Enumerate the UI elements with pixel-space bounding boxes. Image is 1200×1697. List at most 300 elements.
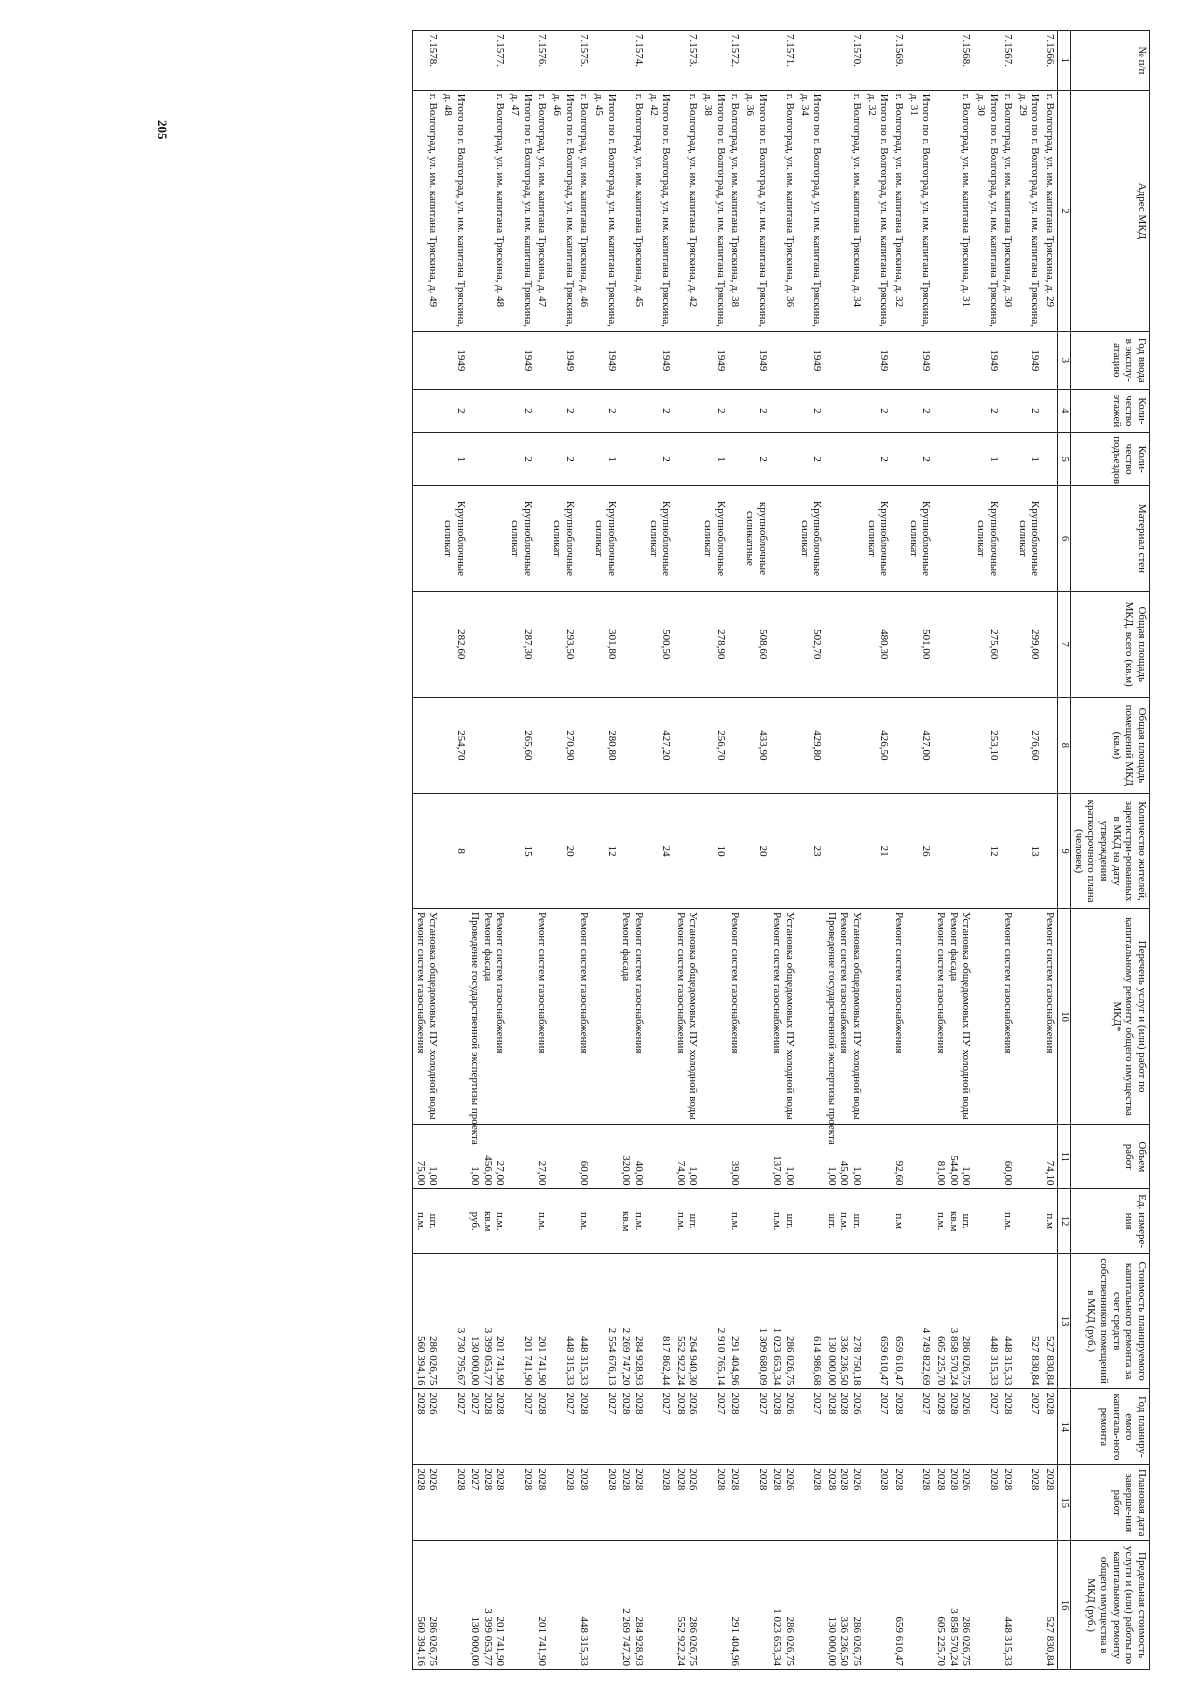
header-cell: Год ввода в эксплу-атацию [1071,332,1150,389]
work-volume-cell-line: 39,00 [729,1160,742,1186]
completion-date-cell [507,1465,534,1541]
total-area-cell [673,591,700,697]
address-cell: г. Волгоград, ул. им. капитана Тряскина, д. 29 [1042,90,1057,331]
repair-cost-cell [824,1253,864,1389]
entrances-cell [770,433,797,486]
works-list-cell [535,909,550,1125]
row-number-cell: 7.1567. [1001,31,1016,91]
repair-year-cell [728,1389,743,1465]
works-list-cell [549,909,576,1125]
address-cell: Итого по г. Волгоград, ул. им. капитана Тряскина, д. 32 [864,90,891,331]
repair-cost-cell [1042,1253,1057,1389]
column-number: 4 [1058,389,1071,433]
repair-year-cell [824,1389,864,1465]
residents-cell: 26 [906,794,933,909]
unit-cell-line: п.м [893,1213,906,1229]
address-cell: Итого по г. Волгоград, ул. им. капитана Тряскина, д. 29 [1015,90,1042,331]
column-number: 3 [1058,332,1071,389]
header-cell: Адрес МКД [1071,90,1150,331]
residents-cell [535,794,550,909]
column-number: 12 [1058,1189,1071,1253]
unit-cell [742,1189,769,1253]
works-list-cell-line: Ремонт систем газоснабжения [838,912,851,1054]
cost-limit-cell-line: 201 741,90 [536,1616,549,1666]
unit-cell [1001,1189,1016,1253]
completion-date-cell-line: 2028 [578,1468,591,1491]
cost-limit-cell-line: 130 000,00 [469,1616,482,1666]
work-volume-cell-line: 40,00 [632,1160,645,1186]
repair-year-cell-line: 2027 [521,1392,534,1415]
repair-year-cell-line: 2027 [920,1392,933,1415]
row-number-cell [864,31,891,91]
repair-year-cell-line: 2027 [987,1392,1000,1415]
entrances-cell [1042,433,1057,486]
residents-cell: 20 [549,794,576,909]
repair-year-cell-line: 2028 [1002,1392,1015,1415]
total-area-cell [619,591,646,697]
unit-cell-line: шт. [427,1213,440,1229]
unit-cell [549,1189,576,1253]
repair-year-cell-line: 2027 [469,1392,482,1415]
wall-material-cell: Крупноблочные силикат [646,486,673,592]
premises-area-cell: 426,50 [864,697,891,794]
total-area-cell: 501,00 [906,591,933,697]
premises-area-cell [619,697,646,794]
repair-cost-cell-line: 448 315,33 [1002,1335,1015,1386]
year-built-cell [933,332,973,389]
work-volume-cell-line: 1,00 [825,1166,838,1186]
unit-cell-line: п.м. [674,1211,687,1231]
year-built-cell: 1949 [742,332,769,389]
cost-limit-cell-line: 2 269 747,20 [620,1608,633,1666]
work-volume-cell [864,1125,891,1189]
works-list-cell [864,909,891,1125]
works-list-cell-line: Установка общедомовых ПУ холодной воды [960,912,973,1120]
address-cell: г. Волгоград, ул. им. капитана Тряскина, д. 42 [673,90,700,331]
header-cell: Стоимость планируемого капитального ремонта за счет средств собственников помещений в МКД (руб.) [1071,1253,1150,1389]
work-volume-cell-line: 60,00 [1002,1160,1015,1186]
work-volume-cell [591,1125,618,1189]
works-list-cell-line: Ремонт фасада [620,912,633,982]
residents-cell: 13 [1015,794,1042,909]
completion-date-cell [549,1465,576,1541]
works-list-cell-line: Установка общедомовых ПУ холодной воды [783,912,796,1120]
works-list-cell-line: Ремонт фасада [481,912,494,982]
table-row [646,31,673,1670]
repair-cost-cell-line: 1 023 653,34 [771,1327,784,1386]
total-area-cell [412,591,440,697]
premises-area-cell [728,697,743,794]
header-cell: Материал стен [1071,486,1150,592]
repair-year-cell-line: 2028 [414,1392,427,1415]
repair-cost-cell-line: 3 399 053,77 [481,1327,494,1386]
work-volume-cell-line: 92,60 [893,1160,906,1186]
repair-cost-cell-line: 448 315,33 [578,1335,591,1386]
premises-area-cell [673,697,700,794]
address-cell: Итого по г. Волгоград, ул. им. капитана Тряскина, д. 30 [973,90,1000,331]
repair-cost-cell-line: 527 830,84 [1029,1335,1042,1386]
completion-date-cell-line: 2026 [960,1468,973,1491]
unit-cell [619,1189,646,1253]
row-number-cell: 7.1568. [933,31,973,91]
row-number-cell [440,31,467,91]
completion-date-cell-line: 2028 [494,1468,507,1491]
repair-cost-cell-line: 201 741,90 [521,1335,534,1386]
repair-cost-cell [770,1253,797,1389]
completion-date-cell-line: 2028 [987,1468,1000,1491]
works-list-cell [468,909,508,1145]
repair-cost-cell-line: 3 730 795,67 [454,1327,467,1386]
row-number-cell: 7.1573. [673,31,700,91]
header-row [1071,31,1150,1670]
header-cell: Общая площадь помещений МКД (кв.м) [1071,697,1150,794]
floors-cell: 2 [906,389,933,433]
premises-area-cell [468,697,508,794]
total-area-cell [1001,591,1016,697]
wall-material-cell: крупноблочные силикатные [742,486,769,592]
cost-limit-cell-line: 286 026,75 [960,1616,973,1666]
year-built-cell: 1949 [797,332,824,389]
completion-date-cell [1001,1465,1016,1541]
residents-cell: 15 [507,794,534,909]
work-volume-cell [933,1125,973,1189]
column-number: 13 [1058,1253,1071,1389]
floors-cell [468,389,508,433]
year-built-cell: 1949 [973,332,1000,389]
premises-area-cell [770,697,797,794]
works-list-cell [700,909,727,1125]
unit-cell [891,1189,906,1253]
table-row [700,31,727,1670]
cost-limit-cell [1015,1541,1042,1670]
wall-material-cell: Крупноблочные силикат [440,486,467,592]
floors-cell: 2 [507,389,534,433]
cost-limit-cell [933,1541,973,1670]
total-area-cell: 502,70 [797,591,824,697]
row-number-cell [1015,31,1042,91]
repair-year-cell-line: 2028 [578,1392,591,1415]
year-built-cell [891,332,906,389]
repair-cost-cell-line: 278 750,18 [851,1335,864,1386]
entrances-cell: 2 [646,433,673,486]
completion-date-cell [1015,1465,1042,1541]
premises-area-cell: 433,90 [742,697,769,794]
year-built-cell [824,332,864,389]
completion-date-cell [906,1465,933,1541]
year-built-cell [770,332,797,389]
works-list-cell [1015,909,1042,1125]
unit-cell-line: кв.м [947,1211,960,1232]
total-area-cell [824,591,864,697]
repair-cost-cell [673,1253,700,1389]
header-cell: Количество жителей, зарегистри-рованных в МКД на дату утверждения краткосрочного плана (человек) [1071,794,1150,909]
table-row [549,31,576,1670]
column-number: 16 [1058,1541,1071,1670]
wall-material-cell: Крупноблочные силикат [864,486,891,592]
entrances-cell: 2 [797,433,824,486]
unit-cell-line: п.м [1044,1213,1057,1229]
work-volume-cell-line: 75,00 [414,1160,427,1186]
works-list-cell [742,909,769,1125]
floors-cell: 2 [591,389,618,433]
residents-cell [577,794,592,909]
completion-date-cell [891,1465,906,1541]
work-volume-cell-line: 456,00 [481,1155,494,1186]
total-area-cell [933,591,973,697]
completion-date-cell [535,1465,550,1541]
entrances-cell: 1 [973,433,1000,486]
column-number: 11 [1058,1125,1071,1189]
completion-date-cell [646,1465,673,1541]
year-built-cell [728,332,743,389]
work-volume-cell [770,1125,797,1189]
rotated-page [50,30,1150,1670]
address-cell: г. Волгоград, ул. им. капитана Тряскина, д. 32 [891,90,906,331]
total-area-cell [577,591,592,697]
cost-limit-cell-line: 286 026,75 [851,1616,864,1666]
completion-date-cell-line: 2028 [1002,1468,1015,1491]
address-cell: Итого по г. Волгоград, ул. им. капитана Тряскина, д. 47 [507,90,534,331]
total-area-cell [1042,591,1057,697]
repair-cost-cell-line: 552 922,24 [674,1335,687,1386]
work-volume-cell-line: 74,10 [1044,1160,1057,1186]
header-cell: Общая площадь МКД, всего (кв.м) [1071,591,1150,697]
repair-cost-cell-line: 817 862,44 [660,1335,673,1386]
unit-cell [646,1189,673,1253]
completion-date-cell-line: 2028 [771,1468,784,1491]
completion-date-cell-line: 2028 [414,1468,427,1491]
address-cell: г. Волгоград, ул. им. капитана Тряскина, д. 36 [770,90,797,331]
wall-material-cell [891,486,906,592]
entrances-cell [728,433,743,486]
work-volume-cell [535,1125,550,1189]
entrances-cell: 2 [906,433,933,486]
cost-limit-cell-line: 286 026,75 [783,1616,796,1666]
row-number-cell: 7.1570. [824,31,864,91]
unit-cell [673,1189,700,1253]
cost-limit-cell [412,1541,440,1670]
cost-limit-cell-line: 3 858 570,24 [947,1608,960,1666]
repair-year-cell-line: 2027 [811,1392,824,1415]
repair-cost-cell-line: 614 986,68 [811,1335,824,1386]
work-volume-cell [646,1125,673,1189]
table-row [797,31,824,1670]
repair-year-cell [770,1389,797,1465]
repair-cost-cell-line: 3 858 570,24 [947,1327,960,1386]
works-list-cell [673,909,700,1125]
address-cell: г. Волгоград, ул. им. капитана Тряскина, д. 34 [824,90,864,331]
works-list-cell-line: Ремонт систем газоснабжения [729,912,742,1054]
repair-year-cell [891,1389,906,1465]
repair-cost-cell-line: 201 741,90 [536,1335,549,1386]
repair-cost-cell [412,1253,440,1389]
row-number-cell: 7.1572. [728,31,743,91]
wall-material-cell: Крупноблочные силикат [591,486,618,592]
completion-date-cell [412,1465,440,1541]
repair-year-cell-line: 2028 [1044,1392,1057,1415]
work-volume-cell-line: 1,00 [851,1166,864,1186]
repair-year-cell-line: 2028 [947,1392,960,1415]
year-built-cell [412,332,440,389]
cost-limit-cell-line: 291 404,96 [729,1616,742,1666]
entrances-cell: 1 [700,433,727,486]
work-volume-cell-line: 137,00 [771,1155,784,1186]
repair-cost-cell-line: 264 940,30 [687,1335,700,1386]
floors-cell: 2 [700,389,727,433]
row-number-cell: 7.1569. [891,31,906,91]
unit-cell [591,1189,618,1253]
repair-cost-cell [1001,1253,1016,1389]
floors-cell [824,389,864,433]
works-list-cell [412,909,440,1125]
address-cell: г. Волгоград, ул. им. капитана Тряскина, д. 48 [468,90,508,331]
address-cell: Итого по г. Волгоград, ул. им. капитана Тряскина, д. 31 [906,90,933,331]
entrances-cell [1001,433,1016,486]
completion-date-cell [728,1465,743,1541]
unit-cell [906,1189,933,1253]
works-list-cell [591,909,618,1125]
repair-cost-cell-line: 448 315,33 [987,1335,1000,1386]
floors-cell [673,389,700,433]
table-row [412,31,440,1670]
address-cell: Итого по г. Волгоград, ул. им. капитана Тряскина, д. 34 [797,90,824,331]
unit-cell-line: п.м. [632,1211,645,1231]
unit-cell-line: п.м. [1002,1211,1015,1231]
address-cell: г. Волгоград, ул. им. капитана Тряскина, д. 45 [619,90,646,331]
floors-cell: 2 [973,389,1000,433]
row-number-cell [646,31,673,91]
cost-limit-cell [535,1541,550,1670]
cost-limit-cell [824,1541,864,1670]
cost-limit-cell-line: 552 922,24 [674,1616,687,1666]
repair-cost-cell-line: 2 910 765,14 [714,1327,727,1386]
repair-year-cell-line: 2028 [893,1392,906,1415]
work-volume-cell [577,1125,592,1189]
works-list-cell-line: Проведение государственной экспертизы проекта [469,912,482,1145]
total-area-cell: 275,60 [973,591,1000,697]
cost-limit-cell [728,1541,743,1670]
premises-area-cell [933,697,973,794]
cost-limit-cell [797,1541,824,1670]
work-volume-cell [1015,1125,1042,1189]
entrances-cell: 2 [742,433,769,486]
completion-date-cell-line: 2028 [825,1468,838,1491]
repair-year-cell [440,1389,467,1465]
residents-cell: 20 [742,794,769,909]
cost-limit-cell [549,1541,576,1670]
completion-date-cell-line: 2028 [729,1468,742,1491]
repair-cost-cell-line: 527 830,84 [1044,1335,1057,1386]
cost-limit-cell [1001,1541,1016,1670]
table-row [507,31,534,1670]
completion-date-cell-line: 2028 [632,1468,645,1491]
table-row [742,31,769,1670]
table-row [591,31,618,1670]
cost-limit-cell [468,1541,508,1670]
cost-limit-cell [619,1541,646,1670]
column-number: 6 [1058,486,1071,592]
repair-cost-cell [864,1253,891,1389]
repair-year-cell [577,1389,592,1465]
wall-material-cell [468,486,508,592]
work-volume-cell-line: 1,00 [960,1166,973,1186]
repair-cost-cell [468,1253,508,1389]
wall-material-cell [577,486,592,592]
repair-year-cell-line: 2028 [825,1392,838,1415]
cost-limit-cell [973,1541,1000,1670]
completion-date-cell [673,1465,700,1541]
cost-limit-cell [440,1541,467,1670]
work-volume-cell [440,1125,467,1189]
table-row [864,31,891,1670]
repair-year-cell-line: 2026 [687,1392,700,1415]
completion-date-cell [864,1465,891,1541]
wall-material-cell: Крупноблочные силикат [700,486,727,592]
table-row [577,31,592,1670]
repair-cost-cell [535,1253,550,1389]
repair-year-cell-line: 2027 [605,1392,618,1415]
table-row [535,31,550,1670]
wall-material-cell: Крупноблочные силикат [549,486,576,592]
completion-date-cell [577,1465,592,1541]
row-number-cell: 7.1574. [619,31,646,91]
completion-date-cell-line: 2026 [783,1468,796,1491]
work-volume-cell-line: 45,00 [838,1160,851,1186]
work-volume-cell-line: 60,00 [578,1160,591,1186]
premises-area-cell: 254,70 [440,697,467,794]
works-list-cell-line: Ремонт систем газоснабжения [934,912,947,1054]
residents-cell [619,794,646,909]
cost-limit-cell-line: 1 023 653,34 [771,1608,784,1666]
premises-area-cell [535,697,550,794]
repair-cost-cell-line: 448 315,33 [563,1335,576,1386]
works-list-cell [577,909,592,1125]
work-volume-cell-line: 1,00 [427,1166,440,1186]
total-area-cell: 287,30 [507,591,534,697]
completion-date-cell [700,1465,727,1541]
work-volume-cell-line: 74,00 [674,1160,687,1186]
table-row [891,31,906,1670]
works-list-cell [824,909,864,1145]
premises-area-cell: 256,70 [700,697,727,794]
work-volume-cell [507,1125,534,1189]
year-built-cell [619,332,646,389]
residents-cell: 21 [864,794,891,909]
wall-material-cell [933,486,973,592]
works-list-cell-line: Ремонт систем газоснабжения [578,912,591,1054]
completion-date-cell-line: 2028 [660,1468,673,1491]
cost-limit-cell-line: 336 236,50 [838,1616,851,1666]
repair-cost-cell-line: 130 000,00 [469,1335,482,1386]
entrances-cell: 1 [1015,433,1042,486]
unit-cell [577,1189,592,1253]
works-list-cell-line: Ремонт систем газоснабжения [771,912,784,1054]
completion-date-cell-line: 2028 [714,1468,727,1491]
unit-cell [1015,1189,1042,1253]
floors-cell: 2 [440,389,467,433]
repair-year-cell-line: 2027 [563,1392,576,1415]
repair-year-cell-line: 2028 [934,1392,947,1415]
works-list-cell [906,909,933,1125]
cost-limit-cell-line: 130 000,00 [825,1616,838,1666]
cost-limit-cell [742,1541,769,1670]
unit-cell-line: п.м. [578,1211,591,1231]
work-volume-cell [1001,1125,1016,1189]
works-list-cell-line: Ремонт систем газоснабжения [1044,912,1057,1054]
year-built-cell [673,332,700,389]
work-volume-cell-line: 1,00 [469,1166,482,1186]
work-volume-cell [549,1125,576,1189]
